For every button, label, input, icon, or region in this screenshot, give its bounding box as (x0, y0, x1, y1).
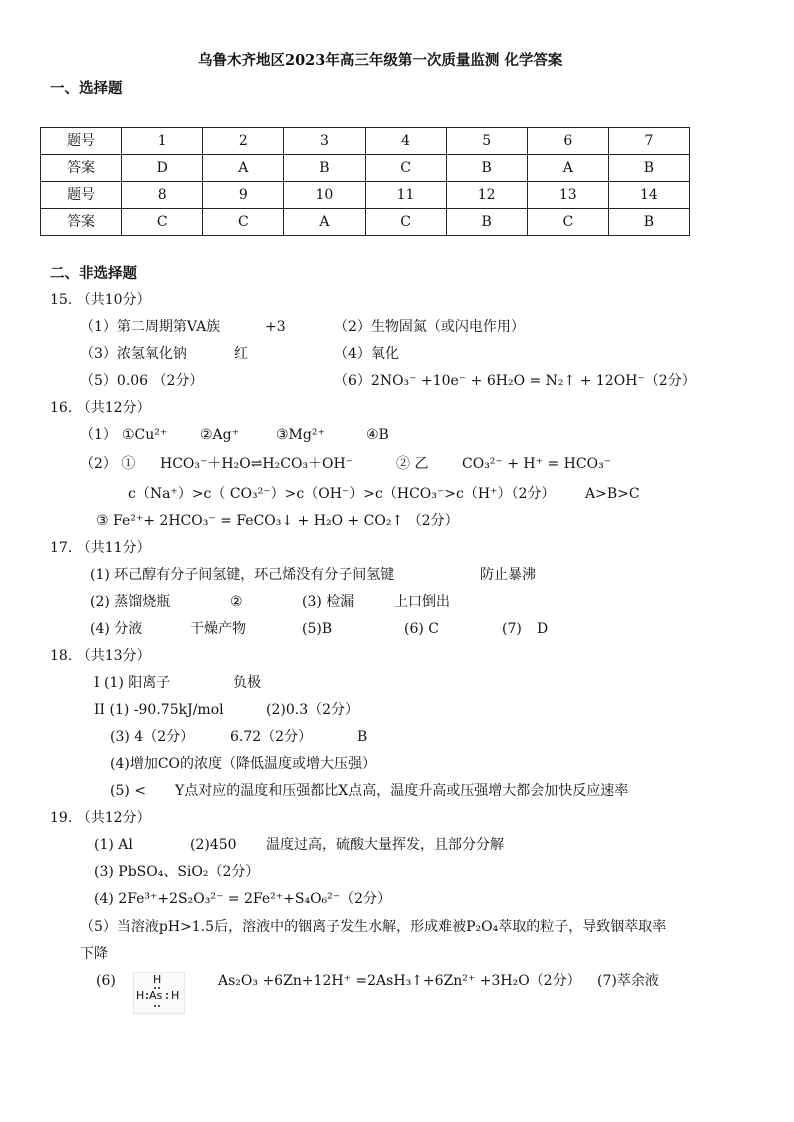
table-cell: A (527, 155, 608, 182)
q17-answer-3-b: 上口倒出 (394, 594, 450, 610)
q17-answer-2-b: ② (230, 594, 243, 610)
q18-part1-answer-1: I (1) 阳离子 (94, 675, 171, 691)
q15-answer-3: （3）浓氢氧化钠 (80, 346, 187, 362)
table-cell: 9 (203, 182, 284, 209)
q18-part2-answer-2: (2)0.3（2分） (266, 702, 360, 718)
lewis-h-top: H (153, 973, 162, 986)
table-row (41, 155, 690, 182)
lewis-h-left: H (136, 989, 145, 1002)
table-cell: 3 (284, 128, 365, 155)
table-cell: 13 (527, 182, 608, 209)
table-row (41, 128, 690, 155)
q17-answer-1-b: 防止暴沸 (480, 567, 536, 583)
q15-answer-4: （4）氧化 (334, 346, 399, 362)
q15-answer-5: （5）0.06 （2分） (80, 373, 204, 389)
table-cell: C (527, 209, 608, 236)
q19-heading: 19. （共12分） (50, 810, 151, 826)
page-title: 乌鲁木齐地区2023年高三年级第一次质量监测 化学答案 (198, 52, 563, 69)
q16-answer-2-b: ② 乙 (396, 456, 429, 472)
table-cell: B (608, 209, 689, 236)
q16-hydrolysis-equation: HCO₃⁻＋H₂O⇌H₂CO₃＋OH⁻ (160, 456, 354, 472)
table-cell: C (203, 209, 284, 236)
table-row-header: 题号 (41, 128, 122, 155)
q16-part-1-label: （1） (80, 427, 117, 443)
q16-order-abc: A>B>C (585, 486, 640, 502)
q17-answer-4: (4) 分液 (90, 621, 143, 637)
q15-heading: 15. （共10分） (50, 292, 151, 308)
q19-answer-3: (3) PbSO₄、SiO₂（2分） (94, 864, 260, 880)
table-cell: B (284, 155, 365, 182)
q16-answer-3-equation: ③ Fe²⁺+ 2HCO₃⁻ = FeCO₃↓ + H₂O + CO₂↑ （2分） (96, 513, 459, 529)
q16-heading: 16. （共12分） (50, 400, 151, 416)
q16-answer-1-mg: ③Mg²⁺ (276, 427, 325, 443)
table-cell: 5 (446, 128, 527, 155)
q18-heading: 18. （共13分） (50, 648, 151, 664)
q17-heading: 17. （共11分） (50, 540, 151, 556)
q18-part2-answer-5-reason: Y点对应的温度和压强都比X点高，温度升高或压强增大都会加快反应速率 (175, 783, 629, 799)
table-cell: 7 (608, 128, 689, 155)
lewis-as: As (149, 989, 163, 1002)
q15-answer-3-color: 红 (234, 346, 248, 362)
q19-answer-2-reason: 温度过高，硫酸大量挥发，且部分分解 (266, 837, 504, 853)
table-cell: 14 (608, 182, 689, 209)
table-cell: C (365, 209, 446, 236)
q17-answer-4-b: 干燥产物 (190, 621, 246, 637)
q19-answer-6-label: (6) (96, 973, 116, 989)
table-cell: 2 (203, 128, 284, 155)
q19-answer-1: (1) Al (94, 837, 133, 853)
table-cell: D (122, 155, 203, 182)
q18-part2-answer-4: (4)增加CO的浓度（降低温度或增大压强） (110, 756, 377, 772)
q18-part2-answer-3-c: B (357, 729, 368, 745)
q16-part-2-label: （2） ① (80, 456, 136, 472)
table-cell: B (446, 155, 527, 182)
q18-part1-answer-1-b: 负极 (233, 675, 261, 691)
q17-answer-7-label: (7) (502, 621, 522, 637)
q16-ion-equation: CO₃²⁻ + H⁺ = HCO₃⁻ (462, 456, 612, 472)
q19-answer-7: (7)萃余液 (597, 973, 659, 989)
q18-part2-answer-5: (5) < (110, 783, 147, 799)
q18-part2-answer-1: II (1) -90.75kJ/mol (94, 702, 224, 718)
q17-answer-2: (2) 蒸馏烧瓶 (90, 594, 171, 610)
q16-concentration-order: c（Na⁺）>c（ CO₃²⁻）>c（OH⁻）>c（HCO₃⁻>c（H⁺）（2分） (128, 486, 556, 502)
table-row (41, 209, 690, 236)
q15-answer-1-valence: +3 (265, 319, 286, 335)
q16-answer-1-b: ④B (366, 427, 389, 443)
arsine-lewis-structure (133, 972, 185, 1014)
q19-answer-5: （5）当溶液pH>1.5后，溶液中的铟离子发生水解，形成难被P₂O₄萃取的粒子，导致铟萃取率 (80, 919, 667, 935)
q17-answer-1: (1) 环己醇有分子间氢键，环己烯没有分子间氢键 (90, 567, 395, 583)
table-cell: C (122, 209, 203, 236)
q17-answer-3: (3) 检漏 (302, 594, 355, 610)
table-cell: A (284, 209, 365, 236)
q19-answer-4: (4) 2Fe³⁺+2S₂O₃²⁻ = 2Fe²⁺+S₄O₆²⁻（2分） (94, 891, 392, 907)
table-cell: 1 (122, 128, 203, 155)
q17-answer-6: (6) C (404, 621, 439, 637)
table-row-header: 答案 (41, 209, 122, 236)
q15-answer-2: （2）生物固氮（或闪电作用） (334, 319, 525, 335)
table-cell: 6 (527, 128, 608, 155)
q16-answer-1-cu: ①Cu²⁺ (122, 427, 168, 443)
q16-answer-1-ag: ②Ag⁺ (200, 427, 240, 443)
table-row-header: 答案 (41, 155, 122, 182)
q19-answer-2: (2)450 (190, 837, 237, 853)
q18-part2-answer-3: (3) 4（2分） (110, 729, 195, 745)
table-cell: B (446, 209, 527, 236)
table-cell: 11 (365, 182, 446, 209)
table-cell: B (608, 155, 689, 182)
table-row (41, 182, 690, 209)
q17-answer-7: D (537, 621, 549, 637)
q17-answer-5: (5)B (302, 621, 333, 637)
q15-answer-6: （6）2NO₃⁻ +10e⁻ + 6H₂O = N₂↑ + 12OH⁻（2分） (334, 373, 696, 389)
answer-table (40, 127, 690, 236)
table-cell: 4 (365, 128, 446, 155)
table-cell: A (203, 155, 284, 182)
q19-answer-5-cont: 下降 (80, 946, 108, 962)
q18-part2-answer-3-b: 6.72（2分） (230, 729, 313, 745)
q19-answer-6-equation: As₂O₃ +6Zn+12H⁺ =2AsH₃↑+6Zn²⁺ +3H₂O（2分） (218, 973, 581, 989)
section-heading-multiple-choice: 一、选择题 (50, 80, 123, 97)
table-cell: 12 (446, 182, 527, 209)
table-cell: C (365, 155, 446, 182)
table-cell: 10 (284, 182, 365, 209)
table-cell: 8 (122, 182, 203, 209)
section-heading-non-choice: 二、非选择题 (50, 265, 137, 282)
table-row-header: 题号 (41, 182, 122, 209)
lewis-h-right: H (171, 989, 180, 1002)
q15-answer-1: （1）第二周期第VA族 (80, 319, 221, 335)
